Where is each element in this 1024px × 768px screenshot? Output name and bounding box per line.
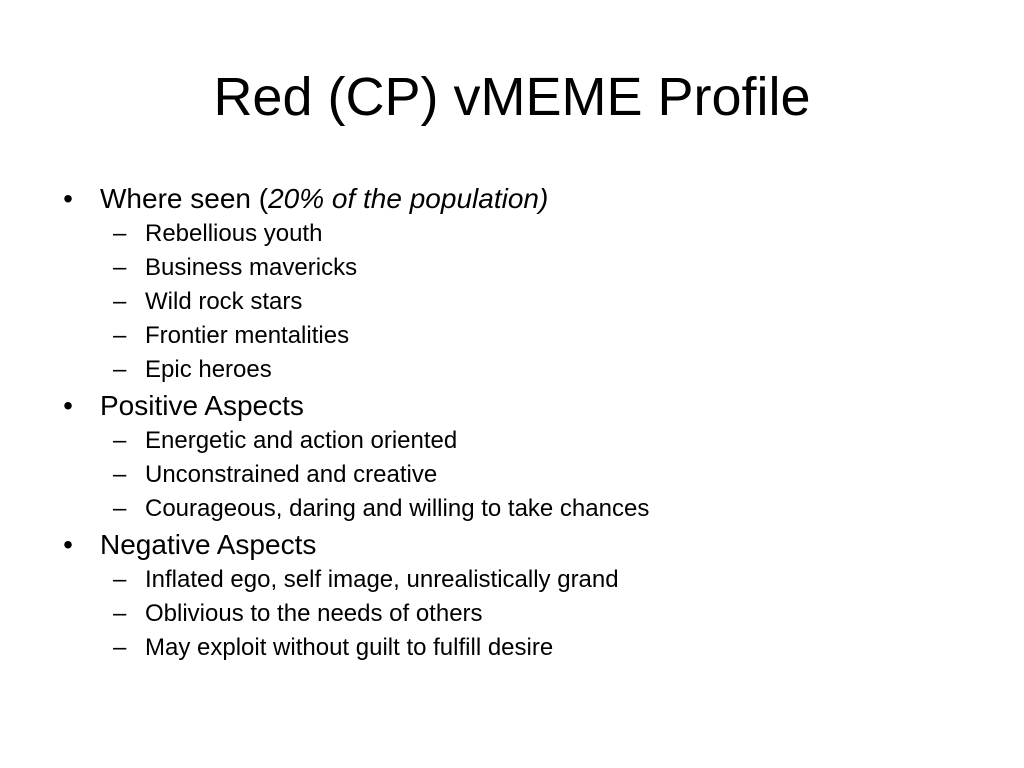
sub-bullet — [58, 458, 998, 492]
section-negative-aspects — [58, 526, 998, 665]
sub-bullet-text: Business mavericks — [145, 254, 358, 281]
sub-bullet-text: Oblivious to the needs of others — [145, 600, 483, 627]
sub-bullet-text: Rebellious youth — [145, 220, 323, 247]
sub-bullet-text: Frontier mentalities — [145, 322, 350, 349]
slide-title: Red (CP) vMEME Profile — [213, 67, 811, 127]
bullet-heading: Negative Aspects — [100, 529, 317, 560]
sub-bullet-text: Energetic and action oriented — [145, 427, 458, 454]
dash-icon: – — [113, 220, 127, 247]
sub-bullet-text: Wild rock stars — [145, 288, 303, 315]
dash-icon: – — [113, 427, 127, 454]
sub-bullet — [58, 251, 998, 285]
bullet-heading-italic: 20% of the population) — [268, 183, 549, 214]
bullet-heading: Where seen ( — [100, 183, 269, 214]
dash-icon: – — [113, 600, 127, 627]
section-where-seen — [58, 180, 998, 387]
sub-bullet — [58, 353, 998, 387]
bullet-heading: Positive Aspects — [100, 390, 304, 421]
sub-bullet-text: Inflated ego, self image, unrealistically grand — [145, 566, 619, 593]
sub-bullet — [58, 285, 998, 319]
dash-icon: – — [113, 566, 127, 593]
sub-bullet-text: Unconstrained and creative — [145, 461, 438, 488]
bullet-icon: • — [63, 183, 73, 214]
sub-bullet — [58, 492, 998, 526]
dash-icon: – — [113, 634, 127, 661]
sub-bullet-text: Epic heroes — [145, 356, 272, 383]
sub-bullet — [58, 217, 998, 251]
section-positive-aspects — [58, 387, 998, 526]
dash-icon: – — [113, 254, 127, 281]
sub-bullet — [58, 597, 998, 631]
bullet-icon: • — [63, 390, 73, 421]
sub-bullet — [58, 631, 998, 665]
sub-bullet — [58, 424, 998, 458]
bullet-list — [58, 180, 998, 665]
dash-icon: – — [113, 322, 127, 349]
dash-icon: – — [113, 495, 127, 522]
dash-icon: – — [113, 356, 127, 383]
sub-bullet-text: May exploit without guilt to fulfill desire — [145, 634, 554, 661]
sub-bullet-text: Courageous, daring and willing to take chances — [145, 495, 650, 522]
sub-bullet — [58, 563, 998, 597]
bullet-icon: • — [63, 529, 73, 560]
sub-bullet — [58, 319, 998, 353]
bullet-where-seen — [58, 180, 998, 217]
bullet-positive-aspects — [58, 387, 998, 424]
dash-icon: – — [113, 461, 127, 488]
bullet-negative-aspects — [58, 526, 998, 563]
dash-icon: – — [113, 288, 127, 315]
